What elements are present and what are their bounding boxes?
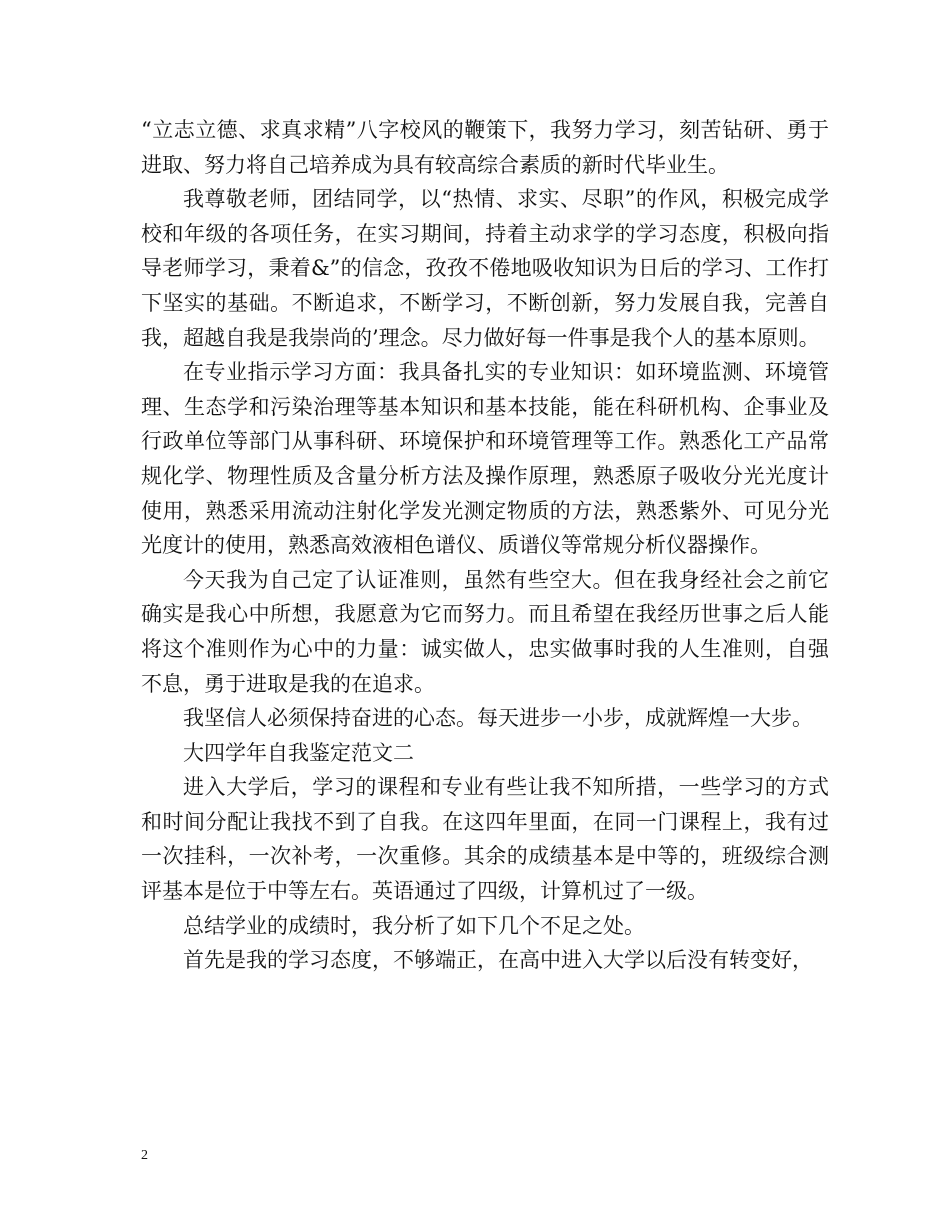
paragraph-school-motto: “立志立德、求真求精”八字校风的鞭策下，我努力学习，刻苦钻研、勇于进取、努力将自己培养成为具有较高综合素质的新时代毕业生。 bbox=[141, 118, 829, 177]
paragraph-university-study: 进入大学后，学习的课程和专业有些让我不知所措，一些学习的方式和时间分配让我找不到了自我。在这四年里面，在同一门课程上，我有过一次挂科，一次补考，一次重修。其余的成绩基本是中等的，班级综合测评基本是位于中等左右。英语通过了四级，计算机过了一级。 bbox=[141, 775, 829, 904]
paragraph-professional-skills: 在专业指示学习方面：我具备扎实的专业知识：如环境监测、环境管理、生态学和污染治理等基本知识和基本技能，能在科研机构、企事业及行政单位等部门从事科研、环境保护和环境管理等工作。熟悉化工产品常规化学、物理性质及含量分析方法及操作原理，熟悉原子吸收分光光度计使用，熟悉采用流动注射化学发光测定物质的方法，熟悉紫外、可见分光光度计的使用，熟悉高效液相色谱仪、质谱仪等常规分析仪器操作。 bbox=[141, 360, 829, 558]
paragraph-belief: 我坚信人必须保持奋进的心态。每天进步一小步，成就辉煌一大步。 bbox=[183, 706, 813, 731]
paragraph-shortcomings-intro: 总结学业的成绩时，我分析了如下几个不足之处。 bbox=[183, 913, 645, 938]
section-heading: 大四学年自我鉴定范文二 bbox=[183, 740, 414, 765]
paragraph-personal-principles: 今天我为自己定了认证准则，虽然有些空大。但在我身经社会之前它确实是我心中所想，我愿意为它而努力。而且希望在我经历世事之后人能将这个准则作为心中的力量：诚实做人，忠实做事时我的人生准则，自强不息，勇于进取是我的在追求。 bbox=[141, 567, 829, 696]
document-body bbox=[141, 113, 829, 978]
paragraph-learning-attitude: 首先是我的学习态度，不够端正，在高中进入大学以后没有转变好， bbox=[183, 948, 813, 973]
paragraph-attitude: 我尊敬老师，团结同学，以“热情、求实、尽职”的作风，积极完成学校和年级的各项任务，在实习期间，持着主动求学的学习态度，积极向指导老师学习，秉着&”的信念，孜孜不倦地吸收知识为日后的学习、工作打下坚实的基础。不断追求，不断学习，不断创新，努力发展自我，完善自我，超越自我是我崇尚的’理念。尽力做好每一件事是我个人的基本原则。 bbox=[141, 187, 829, 350]
page-number: 2 bbox=[141, 1148, 148, 1163]
